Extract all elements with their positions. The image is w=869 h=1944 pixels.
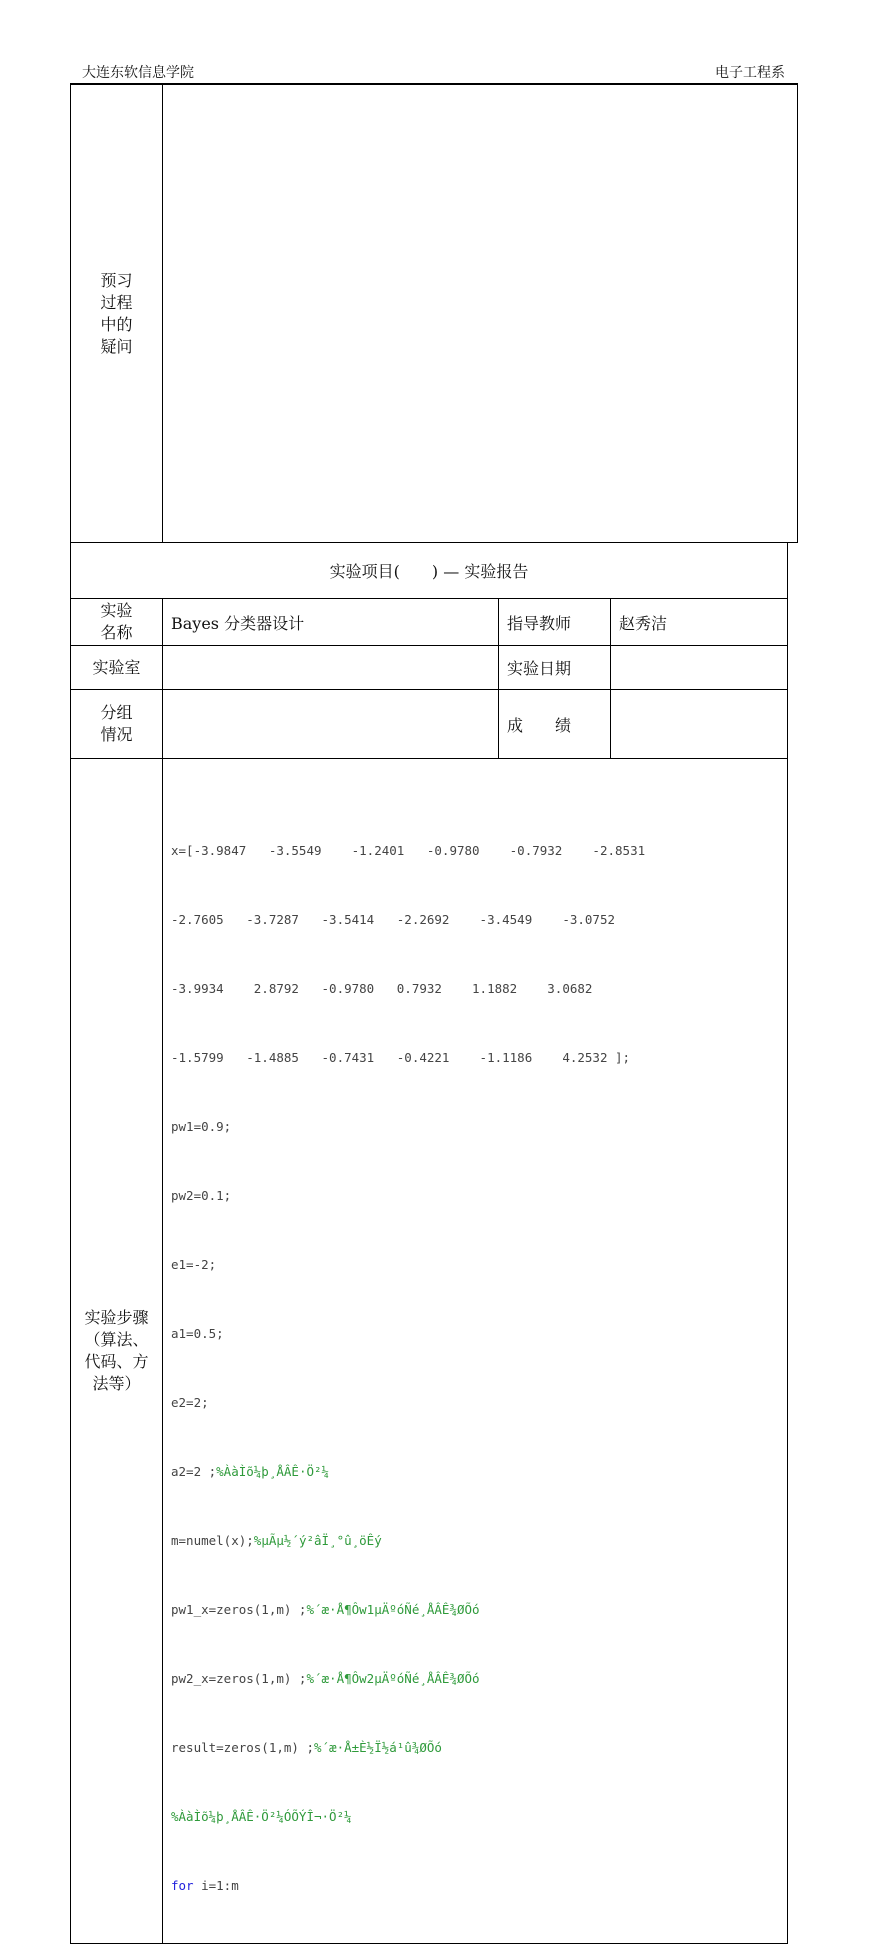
lab-room-label: 实验室 (71, 646, 163, 690)
experiment-name-label: 实验 名称 (71, 599, 163, 646)
code-line: x=[-3.9847 -3.5549 -1.2401 -0.9780 -0.7932 -2.8531 (171, 843, 646, 858)
steps-label: 实验步骤 （算法、 代码、方 法等） (71, 759, 163, 1944)
group-value[interactable] (163, 690, 499, 759)
code-line: -1.5799 -1.4885 -0.7431 -0.4221 -1.1186 4.2532 ]; (171, 1050, 631, 1065)
report-title: 实验项目( ) — 实验报告 (71, 543, 788, 599)
lab-date-value[interactable] (611, 646, 788, 690)
code-line: a1=0.5; (171, 1326, 224, 1341)
code-line: pw1=0.9; (171, 1119, 232, 1134)
code-line: result=zeros(1,m) ;%´æ·Å±È½Ï½á¹û¾ØÕó (171, 1740, 442, 1755)
teacher-value: 赵秀洁 (611, 599, 788, 646)
code-line: -3.9934 2.8792 -0.9780 0.7932 1.1882 3.0682 (171, 981, 593, 996)
experiment-name-value: Bayes 分类器设计 (163, 599, 499, 646)
report-table (70, 542, 788, 1944)
score-value[interactable] (611, 690, 788, 759)
preview-questions-label: 预习 过程 中的 疑问 (71, 85, 163, 543)
code-line: -2.7605 -3.7287 -3.5414 -2.2692 -3.4549 -3.0752 (171, 912, 616, 927)
preview-questions-content[interactable] (163, 85, 798, 543)
code-line: e1=-2; (171, 1257, 217, 1272)
group-label: 分组 情况 (71, 690, 163, 759)
code-line: for i=1:m (171, 1878, 239, 1893)
score-label: 成 绩 (499, 690, 611, 759)
code-line: pw2_x=zeros(1,m) ;%´æ·Å¶Ôw2µÄºóÑé¸ÅÂÊ¾ØÕó (171, 1671, 480, 1686)
code-line: e2=2; (171, 1395, 209, 1410)
lab-room-value[interactable] (163, 646, 499, 690)
code-block (163, 759, 788, 1944)
department-name: 电子工程系 (715, 65, 785, 81)
code-line: pw2=0.1; (171, 1188, 232, 1203)
lab-date-label: 实验日期 (499, 646, 611, 690)
school-name: 大连东软信息学院 (82, 65, 194, 81)
preview-table (70, 84, 798, 543)
code-line: a2=2 ;%ÀàÌõ¼þ¸ÅÂÊ·Ö²¼ (171, 1464, 330, 1479)
teacher-label: 指导教师 (499, 599, 611, 646)
code-line: m=numel(x);%µÃµ½´ý²âÏ¸°û¸öÊý (171, 1533, 382, 1548)
code-line: %ÀàÌõ¼þ¸ÅÂÊ·Ö²¼ÓÕÝÎ¬·Ö²¼ (171, 1809, 352, 1824)
code-line: pw1_x=zeros(1,m) ;%´æ·Å¶Ôw1µÄºóÑé¸ÅÂÊ¾ØÕó (171, 1602, 480, 1617)
